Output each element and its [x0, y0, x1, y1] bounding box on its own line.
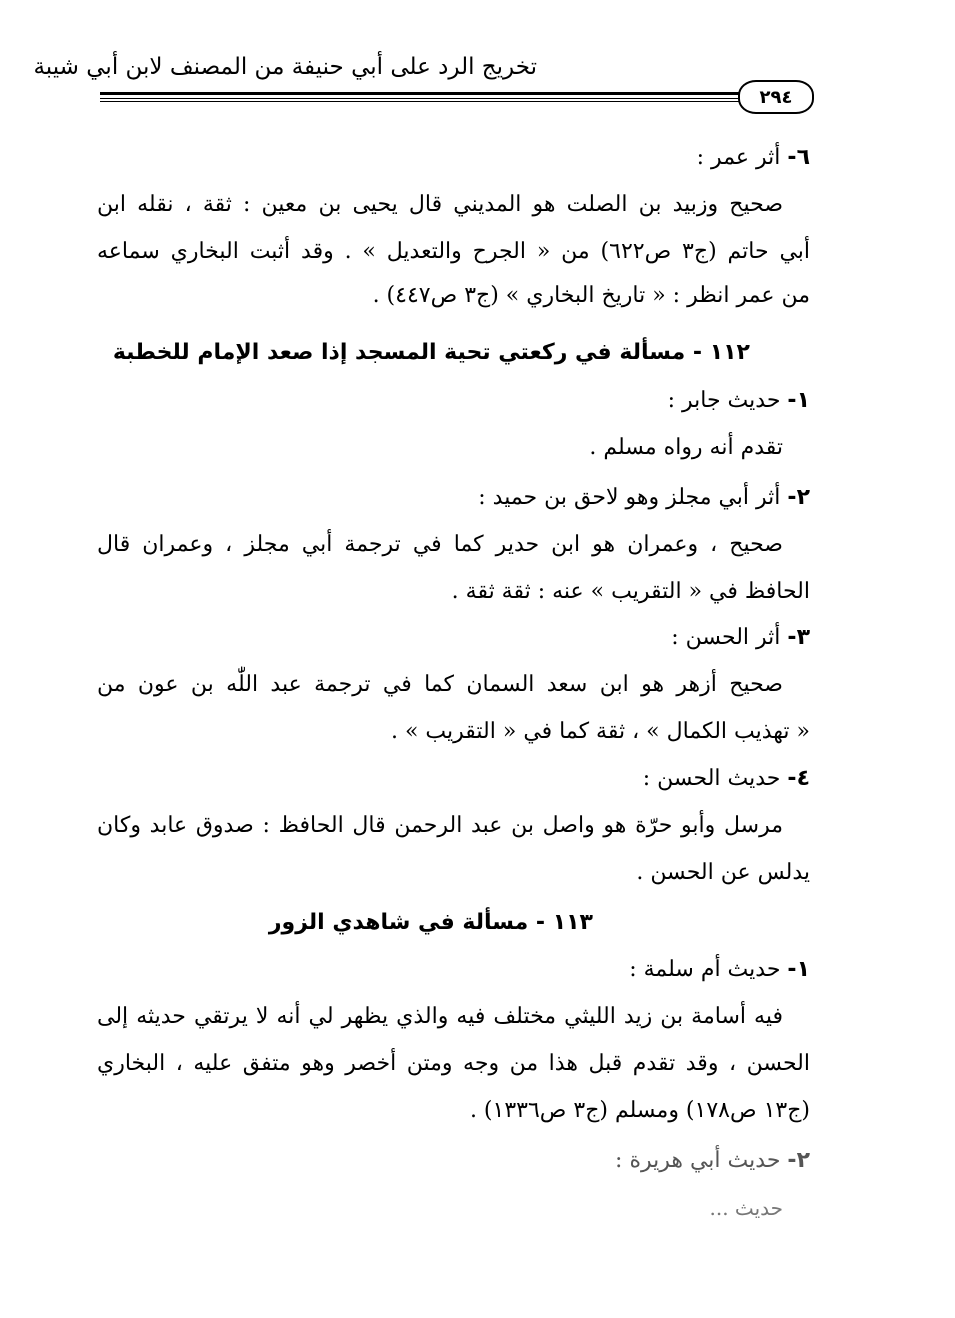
item-title: حديث أبي هريرة :: [615, 1148, 781, 1173]
item-heading: [629, 959, 810, 981]
item-title: حديث جابر :: [667, 388, 781, 413]
paragraph-line: صحيح وزبيد بن الصلت هو المديني قال يحيى بن معين : ثقة ، نقله ابن: [97, 192, 783, 217]
item-title: أثر أبي مجلز وهو لاحق بن حميد :: [478, 485, 781, 510]
paragraph-line: أبي حاتم (ج٣ ص٦٢٢) من « الجرح والتعديل » . وقد أثبت البخاري سماعه: [97, 239, 811, 264]
chapter-heading-113: ١١٣ - مسألة في شاهدي الزور: [268, 910, 593, 935]
item-heading: [668, 390, 810, 412]
item-number: ٤-: [787, 766, 810, 791]
paragraph-line: صحيح أزهر هو ابن سعد السمان كما في ترجمة عبد اللّٰه بن عون من: [97, 672, 783, 697]
running-header-title: تخريج الرد على أبي حنيفة من المصنف لابن أبي شيبة: [33, 54, 537, 80]
item-number: ٢-: [787, 1148, 810, 1173]
paragraph-line: « تهذيب الكمال » ، ثقة كما في « التقريب » .: [390, 719, 810, 744]
item-title: أثر الحسن :: [671, 625, 781, 650]
paragraph-line: تقدم أنه رواه مسلم .: [589, 435, 783, 460]
item-number: ٦-: [787, 145, 810, 170]
item-number: ١-: [787, 957, 810, 982]
page-number-badge: ٢٩٤: [738, 80, 814, 114]
paragraph-line: الحافظ في « التقريب » عنه : ثقة ثقة .: [451, 579, 810, 604]
header-rule-thin: [100, 98, 740, 99]
item-heading: [643, 768, 810, 790]
paragraph-line: يدلس عن الحسن .: [636, 860, 810, 885]
item-title: حديث أم سلمة :: [629, 957, 781, 982]
item-number: ٢-: [787, 485, 810, 510]
header-rule-thin: [100, 101, 740, 102]
paragraph-line: صحيح ، وعمران هو ابن حدير كما في ترجمة أبي مجلز ، وعمران قال: [97, 532, 783, 557]
paragraph-line: الحسن ، وقد تقدم قبل هذا من وجه ومتن أخصر وهو متفق عليه ، البخاري: [97, 1051, 810, 1076]
item-heading: [671, 627, 810, 649]
chapter-heading-112: ١١٢ - مسألة في ركعتي تحية المسجد إذا صعد الإمام للخطبة: [112, 340, 750, 365]
section-6-heading: [697, 147, 810, 169]
paragraph-line: من عمر انظر : « تاريخ البخاري » (ج٣ ص٤٤٧) .: [372, 283, 810, 308]
item-title: أثر عمر :: [696, 145, 781, 170]
paragraph-line: حديث ...: [709, 1196, 783, 1220]
item-number: ٣-: [787, 625, 810, 650]
paragraph-line: فيه أسامة بن زيد الليثي مختلف فيه والذي يظهر لي أنه لا يرتقي حديثه إلى: [97, 1004, 783, 1029]
item-number: ١-: [787, 388, 810, 413]
paragraph-line: مرسل وأبو حرّة هو واصل بن عبد الرحمن قال الحافظ : صدوق عابد وكان: [97, 813, 783, 838]
header-rule: [100, 92, 740, 95]
item-title: حديث الحسن :: [642, 766, 781, 791]
item-heading: [478, 487, 810, 509]
paragraph-line: (ج١٣ ص١٧٨) ومسلم (ج٣ ص١٣٣٦) .: [469, 1098, 810, 1123]
item-heading: [615, 1150, 810, 1172]
